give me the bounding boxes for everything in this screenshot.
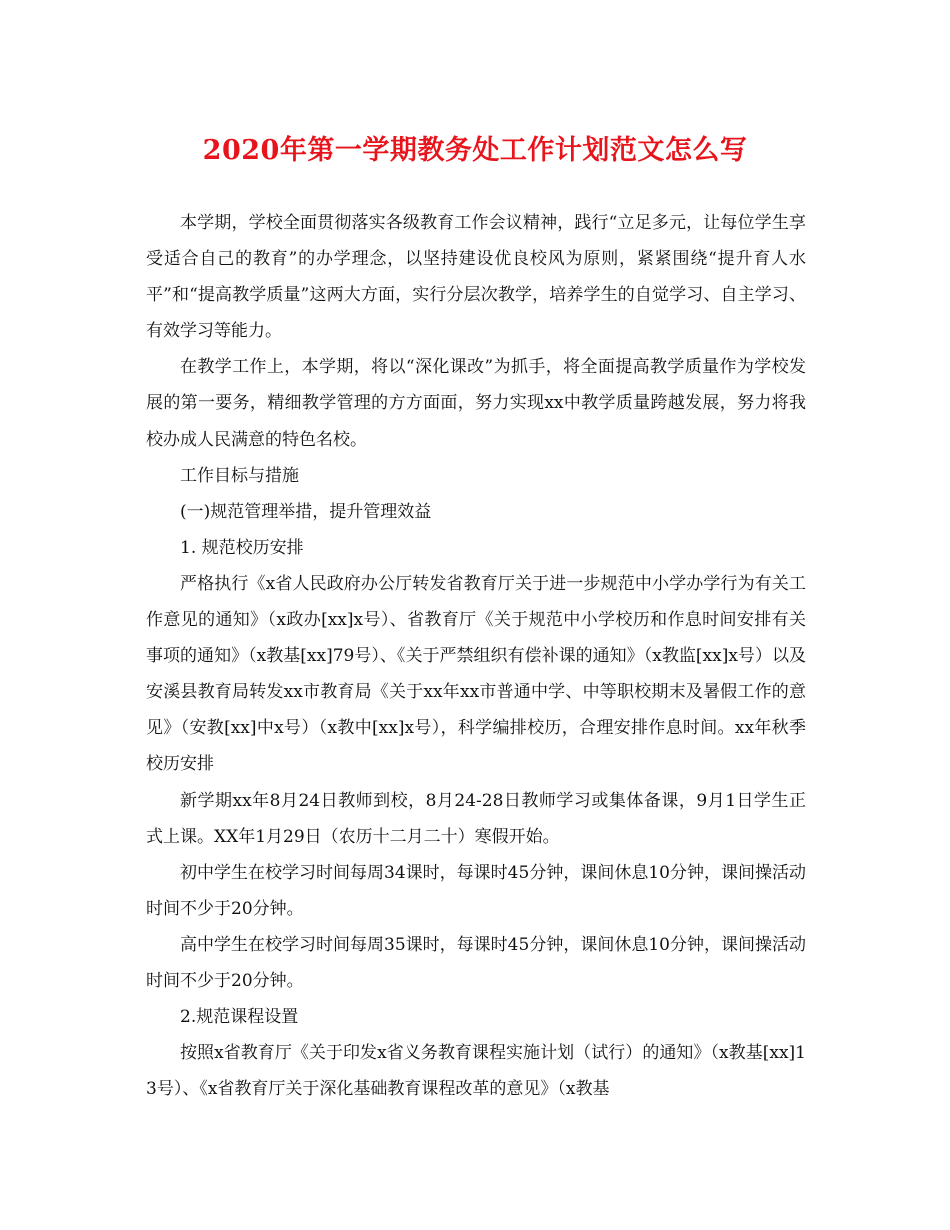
document-title: 2020年第一学期教务处工作计划范文怎么写 — [202, 135, 748, 166]
section-heading-management: (一)规范管理举措，提升管理效益 — [180, 501, 432, 522]
paragraph-curriculum-regulations: 按照x省教育厅《关于印发x省义务教育课程实施计划（试行）的通知》（x教基[xx]13号）、《x省教育厅关于深化基础教育课程改革的意见》（x教基 — [146, 1043, 806, 1100]
document-body — [146, 205, 806, 1107]
paragraph-calendar-regulations: 严格执行《x省人民政府办公厅转发省教育厅关于进一步规范中小学办学行为有关工作意见的通知》（x政办[xx]x号）、省教育厅《关于规范中小学校历和作息时间安排有关事项的通知》（x教基[xx]79号）、《关于严禁组织有偿补课的通知》（x教监[xx]x号）以及安溪县教育局转发xx市教育局《关于xx年xx市普通中学、中等职校期末及暑假工作的意见》（安教[xx]中x号）（x教中[xx]x号），科学编排校历，合理安排作息时间。xx年秋季校历安排 — [146, 573, 806, 775]
paragraph-semester-dates: 新学期xx年8月24日教师到校，8月24-28日教师学习或集体备课，9月1日学生正式上课。XX年1月29日（农历十二月二十）寒假开始。 — [146, 790, 806, 847]
paragraph-intro: 本学期，学校全面贯彻落实各级教育工作会议精神，践行“立足多元，让每位学生享受适合自己的教育”的办学理念，以坚持建设优良校风为原则，紧紧围绕“提升育人水平”和“提高教学质量”这两大方面，实行分层次教学，培养学生的自觉学习、自主学习、有效学习等能力。 — [146, 213, 806, 342]
paragraph-junior-schedule: 初中学生在校学习时间每周34课时，每课时45分钟，课间休息10分钟，课间操活动时间不少于20分钟。 — [146, 862, 806, 919]
paragraph-teaching-focus: 在教学工作上，本学期，将以“深化课改”为抓手，将全面提高教学质量作为学校发展的第一要务，精细教学管理的方方面面，努力实现xx中教学质量跨越发展，努力将我校办成人民满意的特色名校。 — [146, 357, 806, 450]
subheading-curriculum: 2.规范课程设置 — [180, 1007, 299, 1028]
subheading-calendar: 1. 规范校历安排 — [180, 537, 304, 558]
paragraph-senior-schedule: 高中学生在校学习时间每周35课时，每课时45分钟，课间休息10分钟，课间操活动时间不少于20分钟。 — [146, 934, 806, 991]
section-heading-goals: 工作目标与措施 — [180, 465, 299, 486]
